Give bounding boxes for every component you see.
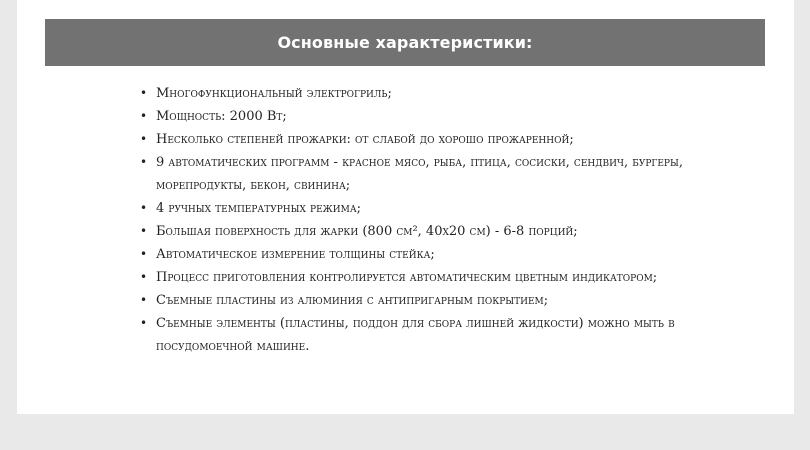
list-item [136, 151, 696, 197]
list-item [136, 197, 696, 220]
bullet-icon: • [140, 293, 148, 307]
list-item [136, 128, 696, 151]
list-item [136, 105, 696, 128]
list-item-text: Автоматическое измерение толщины стейка; [156, 247, 435, 262]
section-title: Основные характеристики: [277, 33, 533, 52]
list-item-text: 4 ручных температурных режима; [156, 201, 362, 216]
list-item [136, 266, 696, 289]
section-header [45, 19, 765, 66]
list-item-text: Несколько степеней прожарки: от слабой до хорошо прожаренной; [156, 132, 574, 147]
list-item [136, 243, 696, 266]
bullet-icon: • [140, 132, 148, 146]
content-card [17, 0, 794, 414]
bullet-icon: • [140, 247, 148, 261]
list-item-text: Съемные пластины из алюминия с антипригарным покрытием; [156, 293, 549, 308]
list-item-text: Мощность: 2000 Вт; [156, 109, 287, 124]
bullet-icon: • [140, 316, 148, 330]
bullet-icon: • [140, 86, 148, 100]
bullet-icon: • [140, 109, 148, 123]
list-item-text: Многофункциональный электрогриль; [156, 86, 392, 101]
list-item-text: 9 автоматических программ - красное мясо, рыба, птица, сосиски, сендвич, бургеры, морепродукты, бекон, свинина; [156, 155, 683, 193]
bullet-icon: • [140, 270, 148, 284]
list-item [136, 82, 696, 105]
bullet-icon: • [140, 201, 148, 215]
list-item-text: Процесс приготовления контролируется автоматическим цветным индикатором; [156, 270, 658, 285]
list-item [136, 312, 696, 358]
features-list [136, 82, 696, 358]
list-item-text: Съемные элементы (пластины, поддон для сбора лишней жидкости) можно мыть в посудомоечной машине. [156, 316, 675, 354]
list-item-text: Большая поверхность для жарки (800 см², 40х20 см) - 6-8 порций; [156, 224, 578, 239]
list-item [136, 220, 696, 243]
list-item [136, 289, 696, 312]
bullet-icon: • [140, 224, 148, 238]
bullet-icon: • [140, 155, 148, 169]
